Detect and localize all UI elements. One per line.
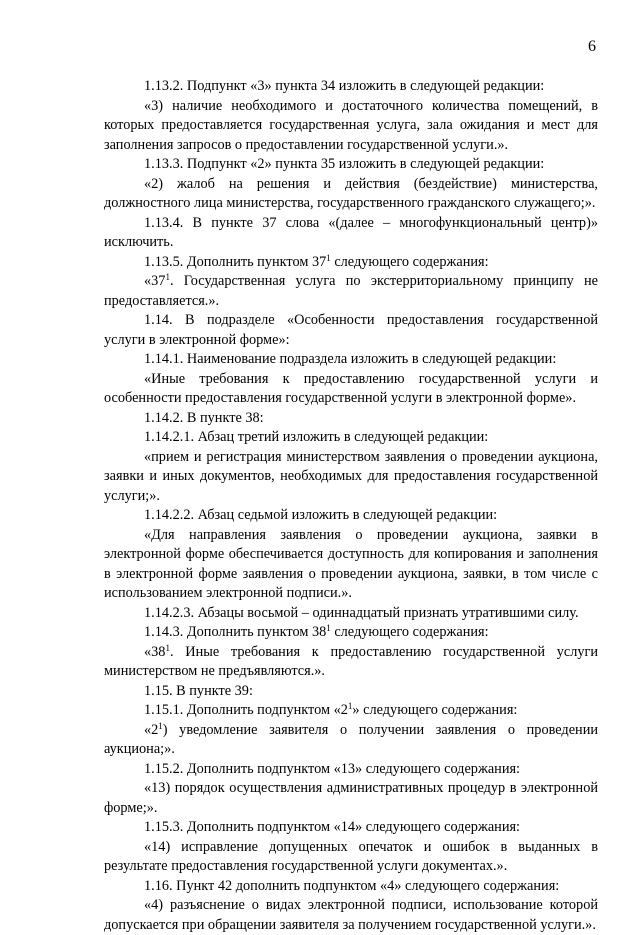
paragraph: 1.14.2. В пункте 38:: [144, 409, 264, 426]
paragraph-text: . Иные требования к предоставлению государственной услуги министерством не предъявляются.».: [104, 643, 598, 679]
paragraph: «13) порядок осуществления административных процедур в электронной форме;».: [104, 780, 598, 816]
paragraph: «Для направления заявления о проведении аукциона, заявки в электронной форме обеспечивается доступность для копирования и заполнения в электронной форме заявления о проведении аукциона, заявки, в том числе с использованием электронной подписи.».: [104, 526, 598, 601]
paragraph: 1.14. В подразделе «Особенности предоставления государственной услуги в электронной форме»:: [104, 312, 598, 348]
paragraph: 1.15.2. Дополнить подпунктом «13» следующего содержания:: [144, 760, 521, 777]
paragraph: 1.15. В пункте 39:: [144, 682, 253, 699]
paragraph: [104, 253, 598, 273]
paragraph-text: . Государственная услуга по экстерриториальному принципу не предоставляется.».: [104, 273, 598, 309]
superscript-index: 1: [326, 623, 331, 633]
superscript-index: 1: [326, 252, 331, 263]
paragraph-text: следующего содержания:: [330, 624, 489, 640]
paragraph: «3) наличие необходимого и достаточного количества помещений, в которых предоставляется государственная услуга, зала ожидания и мест для заполнения запросов о предоставлении государственной услуги.».: [104, 97, 598, 153]
paragraph: 1.13.2. Подпункт «3» пункта 34 изложить в следующей редакции:: [144, 78, 545, 94]
superscript-index: 1: [165, 642, 170, 653]
paragraph-text: 1.15.1. Дополнить подпунктом «2: [144, 702, 348, 718]
paragraph-text: следующего содержания:: [330, 253, 489, 270]
paragraph: 1.14.1. Наименование подраздела изложить в следующей редакции:: [144, 351, 557, 367]
paragraph: [104, 721, 598, 760]
paragraph: «Иные требования к предоставлению государственной услуги и особенности предоставления государственной услуги в электронной форме».: [104, 370, 598, 406]
paragraph-text: 1.14.3. Дополнить пунктом 38: [144, 624, 327, 640]
paragraph: «4) разъяснение о видах электронной подписи, использование которой допускается при обращении заявителя за получением государственной услуги.».: [104, 897, 598, 933]
paragraph-text: ) уведомление заявителя о получении заявления о проведении аукциона;».: [104, 721, 598, 757]
paragraph: «14) исправление допущенных опечаток и ошибок в выданных в результате предоставления государственной услуги документах.».: [104, 838, 598, 874]
paragraph: «2) жалоб на решения и действия (бездействие) министерства, должностного лица министерства, государственного гражданского служащего;».: [104, 175, 598, 211]
document-body: [104, 77, 598, 935]
paragraph: [104, 643, 598, 682]
paragraph: [104, 701, 598, 721]
superscript-index: 1: [165, 272, 170, 282]
paragraph-text: «38: [144, 643, 166, 660]
superscript-index: 1: [158, 720, 163, 731]
paragraph-text: » следующего содержания:: [352, 702, 518, 718]
paragraph-text: «37: [144, 273, 166, 289]
superscript-index: 1: [347, 701, 353, 711]
paragraph: [104, 272, 598, 311]
paragraph: 1.14.2.3. Абзацы восьмой – одиннадцатый признать утратившими силу.: [144, 604, 579, 621]
paragraph: 1.16. Пункт 42 дополнить подпунктом «4» следующего содержания:: [144, 877, 560, 894]
paragraph-text: 1.13.5. Дополнить пунктом 37: [144, 253, 327, 270]
paragraph: [104, 623, 598, 643]
paragraph: «прием и регистрация министерством заявления о проведении аукциона, заявки и иных документов, необходимых для предоставления государственной услуги;».: [104, 448, 598, 504]
paragraph: 1.15.3. Дополнить подпунктом «14» следующего содержания:: [144, 819, 521, 835]
paragraph: 1.13.3. Подпункт «2» пункта 35 изложить в следующей редакции:: [144, 156, 545, 172]
paragraph: 1.13.4. В пункте 37 слова «(далее – многофункциональный центр)» исключить.: [104, 214, 598, 250]
paragraph-text: «2: [144, 721, 159, 738]
page-number: 6: [588, 38, 596, 55]
paragraph: 1.14.2.2. Абзац седьмой изложить в следующей редакции:: [144, 507, 498, 523]
paragraph: 1.14.2.1. Абзац третий изложить в следующей редакции:: [144, 429, 489, 445]
